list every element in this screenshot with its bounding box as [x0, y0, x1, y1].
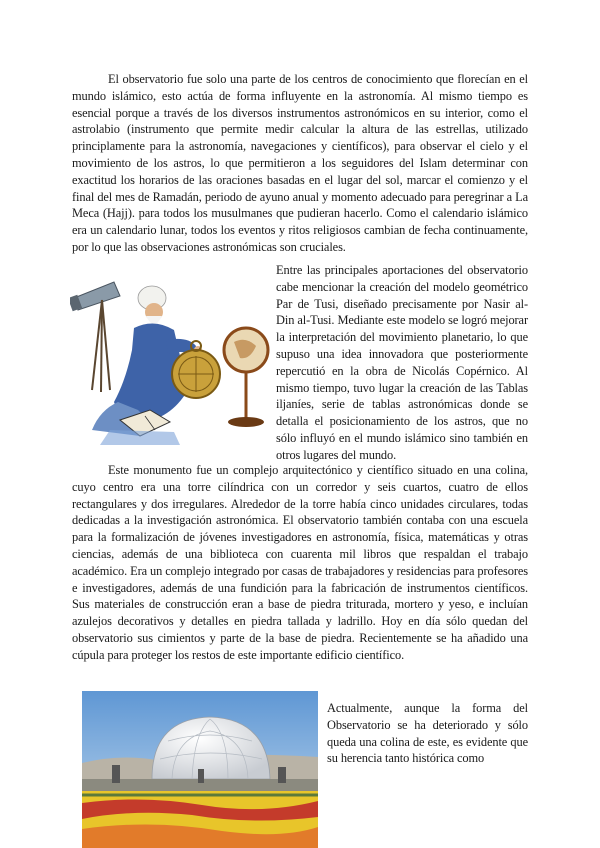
paragraph-current-state: Actualmente, aunque la forma del Observatorio se ha deteriorado y sólo queda una colina de este, es evidente que su herencia tanto histórica como — [327, 701, 528, 766]
paragraph-monument-description: Este monumento fue un complejo arquitectónico y científico situado en una colina, cuyo centro era una torre cilíndrica con un corredor y seis cuartos, cuatro de ellos rectangulares y dos irregulares. Alrededor de la torre había cinco unidades circulares, todas dedicadas a la investigación astronómica. El observatorio también contaba con una escuela para la formalización de jóvenes investigadores en astronomía, física, matemáticas y otras ciencias, además de una biblioteca con cuarenta mil libros que respaldan el trabajo académico. Era un complejo integrado por casas de trabajadores y residencias para profesores e investigadores, además de una fundición para la fabricación de instrumentos científicos. Sus materiales de construcción eran a base de piedra triturada, mortero y yeso, e incluían azulejos decorativos y detalles en piedra tallada y ladrillo. Hoy en día sólo quedan del observatorio sus cimientos y parte de la base de piedra. Recientemente se ha añadido una cúpula para proteger los restos de este importante edificio científico. — [72, 463, 528, 662]
paragraph-observatory-role: El observatorio fue solo una parte de los centros de conocimiento que florecían en el mundo islámico, esto actúa de forma influyente en la astronomía. Al mismo tiempo es esencial porque a través de los diversos instrumentos astronómicos en su interior, como el astrolabio (instrumento que permite medir calcular la altura de las estrellas, utilizado principlamente para la astronomía, navegaciones y científicos), para observar el cielo y el movimiento de los astros, lo que permitieron a los seguidores del Islam determinar con exactitud los horarios de las oraciones basadas en el lugar del sol, marcar el comienzo y el final del mes de Ramadán, periodo de ayuno anual y momento adecuado para peregrinar a La Meca (Hajj). para todos los musulmanes que pudieran hacerlo. Como el calendario islámico era un calendario lunar, todos los eventos y ritos religiosos cambian de fecha continuamente, por lo que las observaciones astronómicas son cruciales. — [72, 72, 528, 254]
observatory-dome-photo — [82, 691, 318, 848]
paragraph-tusi-contributions: Entre las principales aportaciones del observatorio cabe mencionar la creación del modelo geométrico Par de Tusi, diseñado precisamente por Nasir al-Din al-Tusi. Mediante este modelo se logró mejorar la interpretación del movimiento planetario, lo que supuso una idea innovadora que posteriormente repercutió en la obra de Nicolás Copérnico. Al mismo tiempo, tuvo lugar la creación de las Tablas iljaníes, serie de tablas astronómicas donde se detalla el posicionamiento de los astros, que no sólo influyó en el mundo islámico sino también en otros lugares del mundo. — [276, 263, 528, 462]
telescope-icon — [70, 282, 120, 392]
astronomer-illustration — [70, 270, 270, 445]
globe-icon — [224, 328, 268, 427]
